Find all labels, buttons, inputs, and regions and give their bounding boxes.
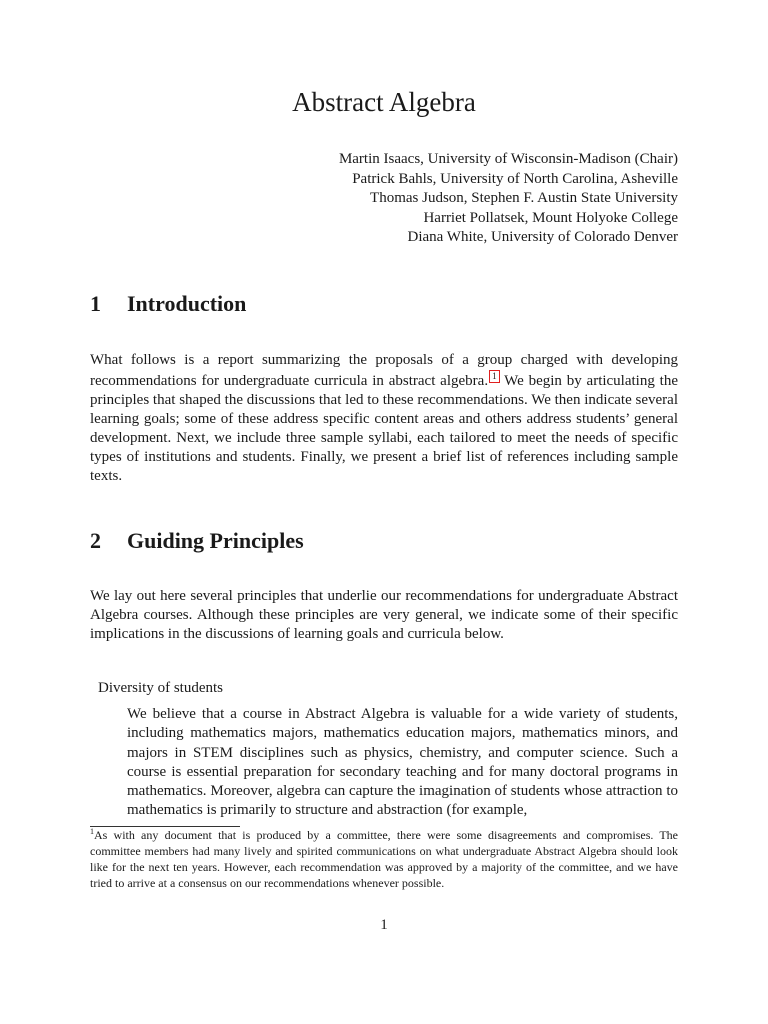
- author-line: Patrick Bahls, University of North Carolina, Asheville: [352, 170, 678, 187]
- footnote: [90, 827, 678, 891]
- section-heading-guiding-principles: [90, 527, 304, 555]
- introduction-paragraph: [90, 351, 678, 486]
- section-number: 2: [90, 528, 101, 553]
- section-heading-introduction: [90, 290, 246, 318]
- description-label: Diversity of students: [98, 680, 223, 696]
- section-number: 1: [90, 291, 101, 316]
- footnote-link[interactable]: 1: [489, 370, 500, 383]
- author-line: Martin Isaacs, University of Wisconsin-Madison (Chair): [338, 151, 678, 167]
- description-body: We believe that a course in Abstract Algebra is valuable for a wide variety of students, including mathematics majors, mathematics education majors, mathematics minors, and majors in STEM disciplines such as physics, chemistry, and computer science. Such a course is essential preparation for secondary teaching and for many doctoral programs in mathematics. Moreover, algebra can capture the imagination of students whose attraction to mathematics is primarily to structure and abstraction (for example,: [127, 706, 678, 819]
- author-line: Harriet Pollatsek, Mount Holyoke College: [423, 209, 678, 226]
- author-line: Thomas Judson, Stephen F. Austin State University: [370, 190, 678, 207]
- document-title: Abstract Algebra: [292, 87, 476, 117]
- page-number: 1: [380, 917, 388, 933]
- section-title: Guiding Principles: [127, 528, 304, 553]
- author-list: [339, 150, 678, 248]
- footnote-number: 1: [90, 827, 94, 836]
- paragraph-text: What follows is a report summarizing the proposals of a group charged with developing recommendations for undergraduate curricula in abstract algebra.: [90, 352, 678, 389]
- section-title: Introduction: [127, 291, 247, 316]
- author-line: Diana White, University of Colorado Denver: [407, 229, 678, 246]
- footnote-text: As with any document that is produced by a committee, there were some disagreements and compromises. The committee members had many lively and spirited communications on what undergraduate Abstract Algebra should look like for the next ten years. However, each recommendation was approved by a majority of the committee, and we have tried to arrive at a consensus on our recommendations whenever possible.: [90, 828, 678, 890]
- guiding-principles-paragraph: We lay out here several principles that underlie our recommendations for undergraduate Abstract Algebra courses. Although these principles are very general, we indicate some of their specific implications in the discussions of learning goals and curricula below.: [90, 588, 678, 642]
- paragraph-text: We begin by articulating the principles that shaped the discussions that led to these recommendations. We then indicate several learning goals; some of these address specific content areas and others address students’ general development. Next, we include three sample syllabi, each tailored to meet the needs of specific types of institutions and students. Finally, we present a brief list of references including sample texts.: [90, 373, 678, 484]
